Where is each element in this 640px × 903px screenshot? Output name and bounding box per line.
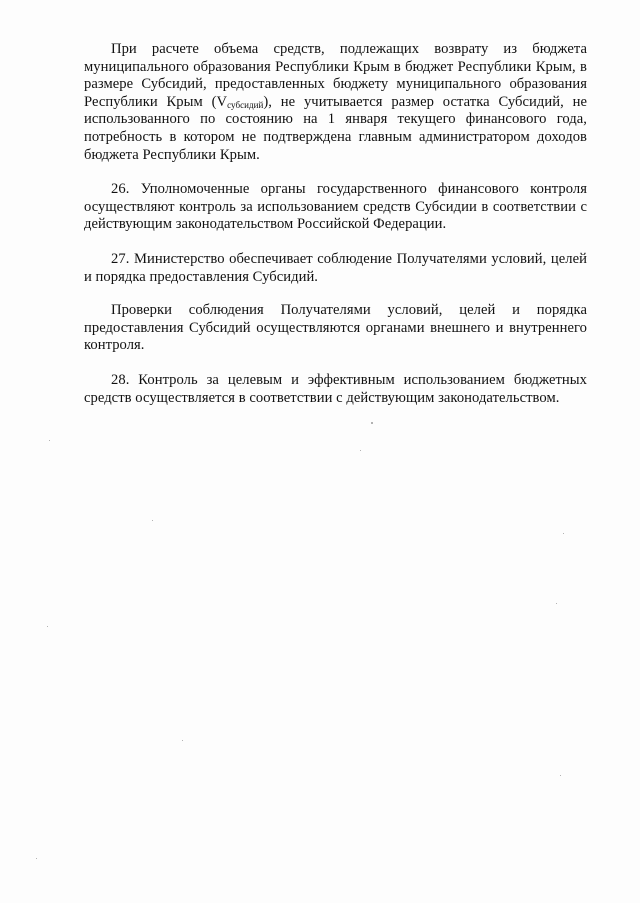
scan-speck [563,533,564,534]
scan-speck [371,422,373,424]
scan-speck [36,858,37,859]
scan-speck [47,626,48,627]
scan-speck [556,603,557,604]
scan-speck [360,450,361,451]
paragraph-refund-calculation [84,41,587,164]
paragraph-text-end: ), не учитывается размер остатка Субсидий, не использованного по состоянию на 1 января текущего финансового года, потребность в котором не подтверждена главным администратором доходов бюджета Республики Крым. [84,93,587,163]
scan-speck [560,775,561,776]
paragraph-27: 27. Министерство обеспечивает соблюдение Получателями условий, целей и порядка предоставления Субсидий. [84,250,587,285]
paragraph-text-start: При расчете объема средств, подлежащих возврату из бюджета муниципального образования Республики Крым в бюджет Республики Крым, в размере Субсидий, предоставленных бюджету муниципального образования Республики Крым (V [84,41,587,110]
paragraph-26: 26. Уполномоченные органы государственного финансового контроля осуществляют контроль за использованием средств Субсидии в соответствии с действующим законодательством Российской Федерации. [84,181,587,233]
scan-speck [152,520,153,521]
scan-speck [49,440,50,441]
paragraph-28: 28. Контроль за целевым и эффективным использованием бюджетных средств осуществляется в соответствии с действующим законодательством. [84,371,587,406]
paragraph-inspections: Проверки соблюдения Получателями условий, целей и порядка предоставления Субсидий осуществляются органами внешнего и внутреннего контроля. [84,302,587,354]
document-body [84,41,587,423]
subsidy-subscript: субсидий [227,99,264,110]
scan-speck [182,740,183,741]
